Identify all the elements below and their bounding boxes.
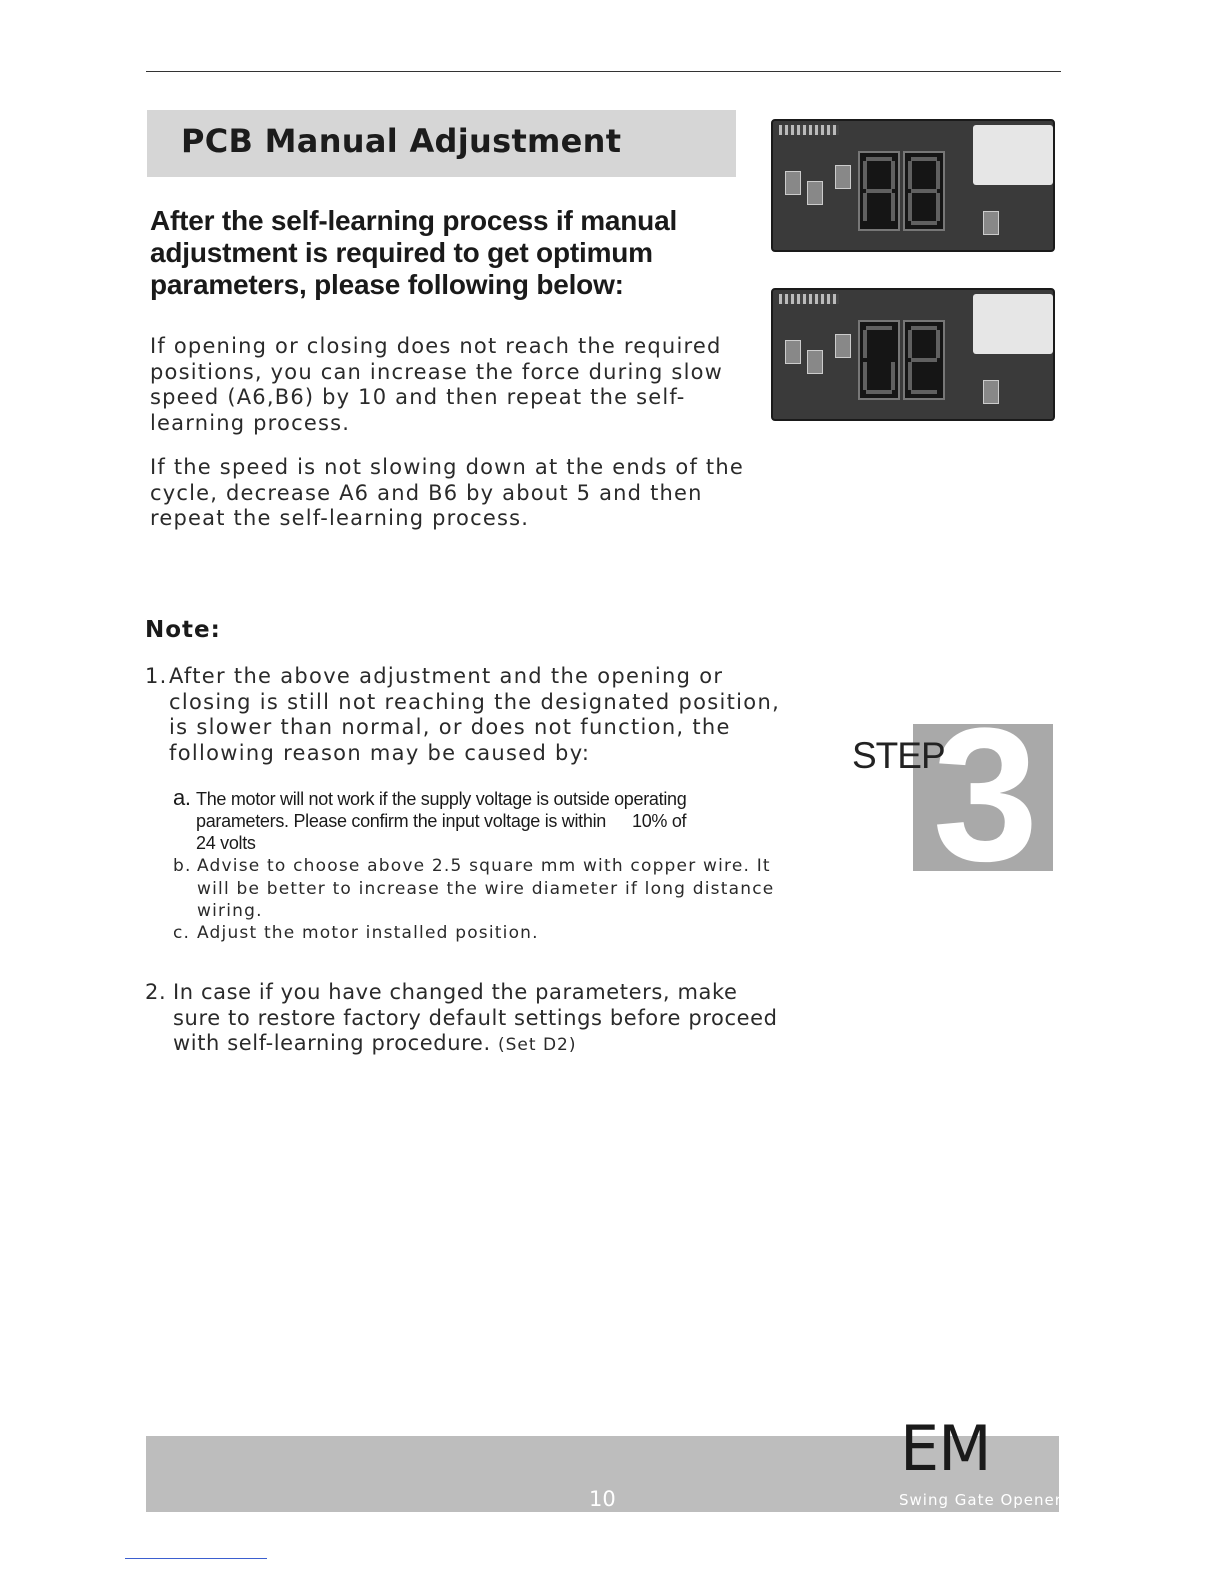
pcb-component [983,380,999,404]
top-rule [146,71,1061,72]
note-sub-item-a-text: The motor will not work if the supply voltage is outside operating parameters. Please confirm the input voltage is within [196,789,687,831]
seven-segment-digit [903,320,945,400]
page-number: 10 [589,1487,616,1511]
seven-segment-digit [903,151,945,231]
note-item-1-text: After the above adjustment and the opening or closing is still not reaching the designated position, is slower than normal, or does not function, the following reason may be caused by: [169,664,781,765]
pcb-component [835,165,851,189]
pcb-component [785,171,801,195]
note-item-1 [145,664,785,766]
note-heading: Note: [145,617,221,643]
note-item-2 [145,980,785,1059]
pcb-pin-header [779,294,839,304]
voltage-value: 24 volts [196,833,256,853]
note-sub-item-c-letter: c. [173,923,191,943]
note-sub-item-b [173,855,793,923]
step-label: STEP [852,735,945,776]
pcb-component [807,350,823,374]
page-title: PCB Manual Adjustment [181,122,622,160]
pcb-display-photo-1 [771,119,1055,252]
note-sub-item-b-text: Advise to choose above 2.5 square mm with copper wire. It will be better to increase the wire diameter if long distance wiring. [197,856,775,921]
pcb-component [835,334,851,358]
seven-segment-digit [858,151,900,231]
intro-paragraph-1: If opening or closing does not reach the required positions, you can increase the force during slow speed (A6,B6) by 10 and then repeat the self-learning process. [150,334,724,435]
pcb-component [785,340,801,364]
title-banner [147,110,736,177]
pcb-component [807,181,823,205]
note-sub-item-b-letter: b. [173,856,192,876]
seven-segment-digit [858,320,900,400]
note-item-2-text: In case if you have changed the parameters, make sure to restore factory default settings before proceed with self-learning procedure. [173,980,778,1055]
step-number: 3 [932,689,1039,901]
pcb-pin-header [779,125,839,135]
note-sub-item-c [173,922,793,945]
note-item-2-number: 2. [145,980,167,1004]
note-sub-item-c-text: Adjust the motor installed position. [197,923,539,943]
product-name: Swing Gate Opener [899,1491,1062,1509]
note-item-1-number: 1. [145,664,168,688]
note-sub-item-a [173,785,773,854]
intro-lead: After the self-learning process if manual adjustment is required to get optimum parameters, please following below: [150,205,678,300]
pcb-display-photo-2 [771,288,1055,421]
voltage-tolerance: 10% of [632,811,687,831]
bottom-divider [125,1558,267,1559]
intro-paragraph-2: If the speed is not slowing down at the ends of the cycle, decrease A6 and B6 by about 5 and then repeat the self-learning process. [150,455,744,530]
pcb-relay [973,294,1053,354]
pcb-component [983,211,999,235]
note-item-2-suffix: (Set D2) [498,1035,577,1055]
note-sub-item-a-letter: a. [173,785,191,810]
pcb-relay [973,125,1053,185]
brand-logo: EM [900,1412,991,1485]
